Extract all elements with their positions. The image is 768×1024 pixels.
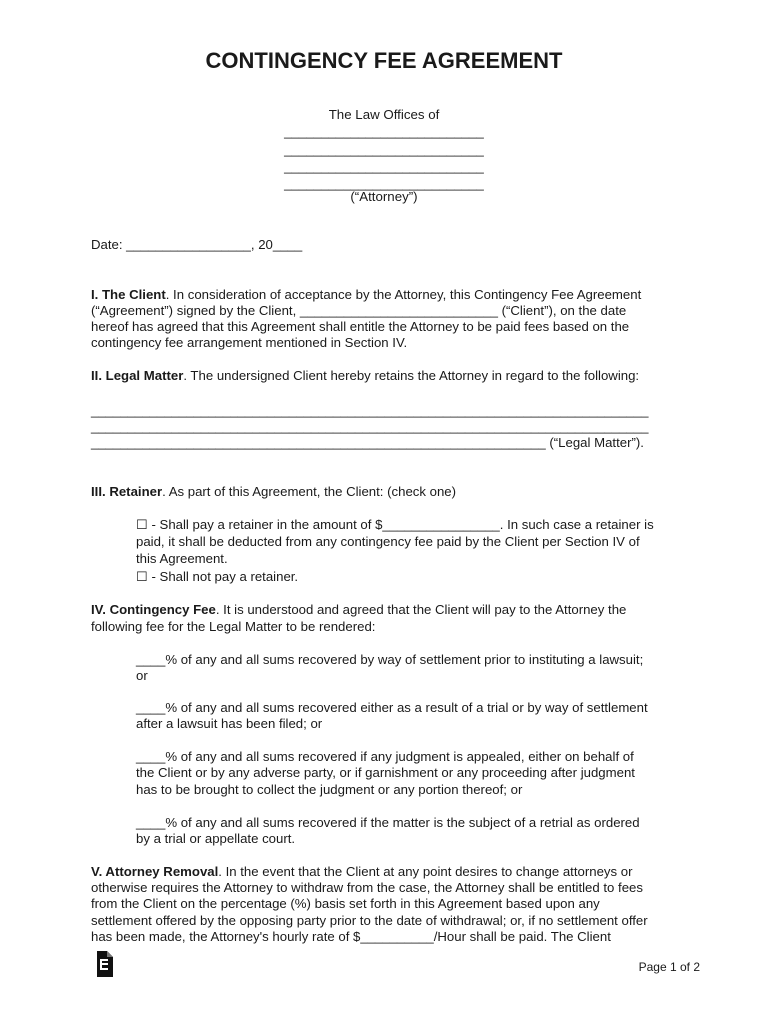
date-line: Date: _________________, 20____	[91, 237, 303, 252]
section-client-line-4: contingency fee arrangement mentioned in Section IV.	[91, 335, 408, 350]
section-client-heading: I. The Client	[91, 287, 166, 302]
document-title: CONTINGENCY FEE AGREEMENT	[205, 48, 563, 73]
fee-option-trial-line-1: ____% of any and all sums recovered either as a result of a trial or by way of settlement	[136, 700, 648, 715]
section-client-line-1	[91, 287, 641, 303]
fee-option-retrial-line-1: ____% of any and all sums recovered if the matter is the subject of a retrial as ordered	[136, 815, 640, 830]
section-retainer-text: . As part of this Agreement, the Client: (check one)	[162, 484, 457, 499]
fee-option-settlement-line-2: or	[136, 668, 148, 683]
law-offices-label: The Law Offices of	[328, 107, 440, 122]
attorney-label: (“Attorney”)	[350, 189, 418, 204]
section-client-line-2: (“Agreement”) signed by the Client, ___________________________ (“Client”), on the date	[91, 303, 627, 318]
attorney-address-blank-2: ___________________________	[284, 159, 484, 174]
legal-matter-blank-2: ____________________________________________________________________________	[91, 419, 649, 434]
eforms-logo-icon	[95, 951, 113, 977]
section-removal-line-2: otherwise requires the Attorney to withdraw from the case, the Attorney shall be entitled to fees	[91, 880, 643, 895]
section-removal-line-1	[91, 864, 632, 880]
retainer-option-pay-line-2: paid, it shall be deducted from any contingency fee paid by the Client per Section IV of	[136, 534, 640, 549]
fee-option-appeal-line-2: the Client or by any adverse party, or if garnishment or any proceeding after judgment	[136, 765, 635, 780]
section-contingency-text-1: . It is understood and agreed that the Client will pay to the Attorney the	[215, 602, 627, 617]
section-client-line-3: hereof has agreed that this Agreement shall entitle the Attorney to be paid fees based on the	[91, 319, 630, 334]
section-client-text-1: . In consideration of acceptance by the Attorney, this Contingency Fee Agreement	[165, 287, 642, 302]
section-legal-matter-text: . The undersigned Client hereby retains the Attorney in regard to the following:	[183, 368, 640, 383]
retainer-option-pay-line-1: ☐ - Shall pay a retainer in the amount of $________________. In such case a retainer is	[136, 517, 654, 532]
section-contingency-heading: IV. Contingency Fee	[91, 602, 216, 617]
retainer-option-pay-line-3: this Agreement.	[136, 551, 228, 566]
section-removal-line-5: has been made, the Attorney's hourly rate of $__________/Hour shall be paid. The Client	[91, 929, 611, 944]
section-removal-heading: V. Attorney Removal	[91, 864, 219, 879]
fee-option-trial-line-2: after a lawsuit has been filed; or	[136, 716, 323, 731]
section-removal-text-1: . In the event that the Client at any point desires to change attorneys or	[218, 864, 633, 879]
fee-option-appeal-line-1: ____% of any and all sums recovered if any judgment is appealed, either on behalf of	[136, 749, 634, 764]
fee-option-settlement-line-1: ____% of any and all sums recovered by way of settlement prior to instituting a lawsuit;	[136, 652, 644, 667]
section-contingency-line-2: following fee for the Legal Matter to be rendered:	[91, 619, 376, 634]
section-removal-line-4: settlement offered by the opposing party prior to the date of withdrawal; or, if no settlement offer	[91, 913, 648, 928]
section-legal-matter-line-1	[91, 368, 639, 384]
legal-matter-blank-1: ____________________________________________________________________________	[91, 403, 649, 418]
retainer-option-no-pay: ☐ - Shall not pay a retainer.	[136, 569, 299, 584]
attorney-address-blank-1: ___________________________	[284, 142, 484, 157]
fee-option-retrial-line-2: by a trial or appellate court.	[136, 831, 296, 846]
page-number: Page 1 of 2	[638, 960, 700, 974]
section-removal-line-3: from the Client on the percentage (%) basis set forth in this Agreement based upon any	[91, 896, 600, 911]
attorney-address-blank-3: ___________________________	[284, 176, 484, 191]
section-retainer-heading: III. Retainer	[91, 484, 163, 499]
section-retainer-line-1	[91, 484, 456, 500]
attorney-name-blank: ___________________________	[284, 124, 484, 139]
fee-option-appeal-line-3: has to be brought to collect the judgment or any portion thereof; or	[136, 782, 523, 797]
legal-matter-blank-3: ______________________________________________________________ (“Legal Matter”).	[91, 435, 644, 450]
section-contingency-line-1	[91, 602, 626, 618]
section-legal-matter-heading: II. Legal Matter	[91, 368, 184, 383]
eforms-logo-svg	[95, 951, 113, 977]
